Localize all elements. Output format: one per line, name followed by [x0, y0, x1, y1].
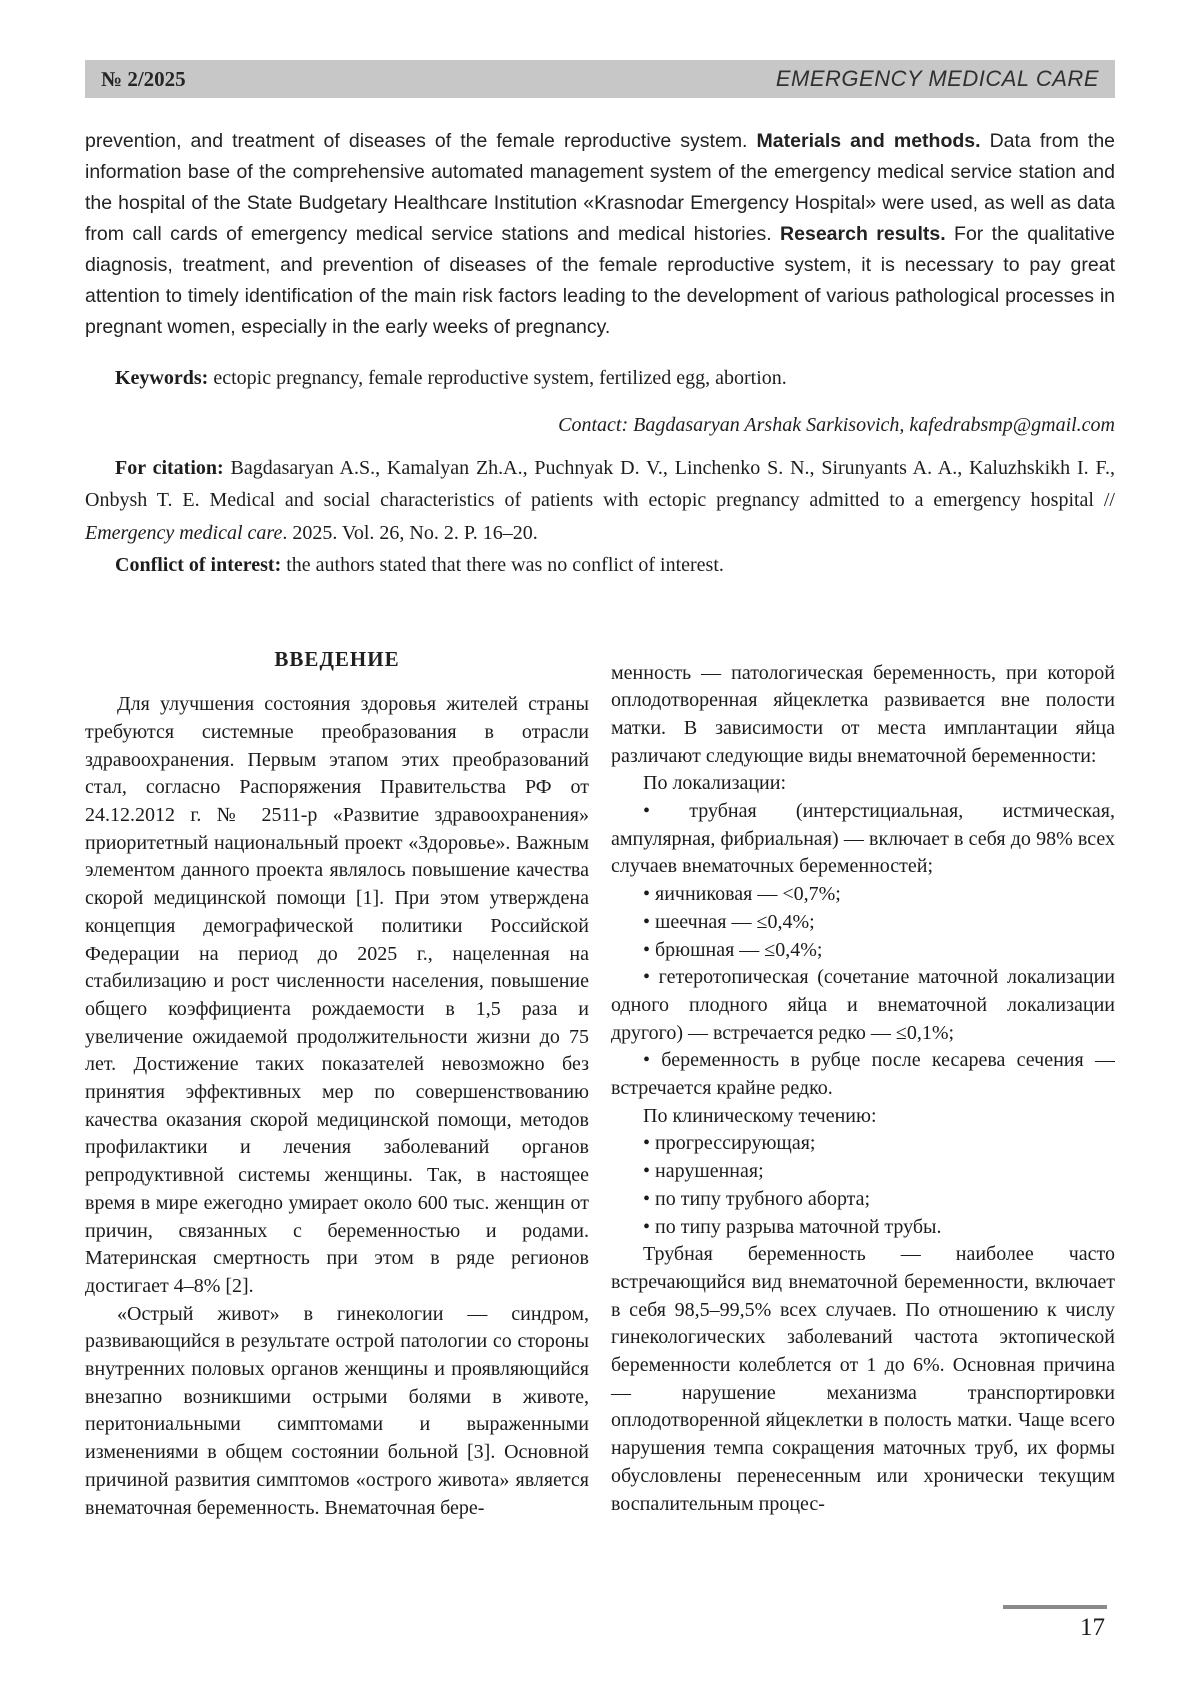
bullet-item: • прогрессирующая; [643, 1132, 816, 1155]
footer-rule [1003, 1605, 1107, 1609]
contact-text: Contact: Bagdasaryan Arshak Sarkisovich, kafedrabsmp@gmail.com [558, 413, 1115, 436]
abstract-paragraph [85, 126, 1115, 343]
bullet-item: • шеечная — ≤0,4%; [643, 910, 815, 933]
contact-line [85, 410, 1115, 440]
bullet-item: • беременность в рубце после кесарева сечения — встречается крайне редко. [611, 1049, 1115, 1100]
body-paragraph-continuation: менность — патологическая беременность, при которой оплодотворенная яйцеклетка развивается вне полости матки. В зависимости от места имплантации яйца различают следующие виды внематочной беременности: [611, 661, 1115, 767]
abstract-text-1: prevention, and treatment of diseases of the female reproductive system. [85, 130, 757, 152]
conflict-label: Conflict of interest: [115, 554, 282, 576]
citation-journal-name: Emergency medical care [85, 521, 283, 544]
research-results-label: Research results. [780, 223, 946, 245]
issue-number: № 2/2025 [101, 66, 186, 91]
materials-and-methods-label: Materials and methods. [756, 130, 981, 152]
body-paragraph: Для улучшения состояния здоровья жителей страны требуются системные преобразования в отрасли здравоохранения. Первым этапом этих преобразований стал, согласно Распоряжения Правительства РФ от 24.12.2012 г. № 2511-р «Развитие здравоохранения» приоритетный национальный проект «Здоровье». Важным элементом данного проекта являлось повышение качества скорой медицинской помощи [1]. При этом утверждена концепция демографической политики Российской Федерации на период до 2025 г., нацеленная на стабилизацию и рост численности населения, повышение общего коэффициента рождаемости в 1,5 раза и увеличение ожидаемой продолжительности жизни до 75 лет. Достижение таких показателей невозможно без принятия эффективных мер по совершенствованию качества оказания скорой медицинской помощи, методов профилактики и лечения заболеваний органов репродуктивной системы женщины. Так, в настоящее время в мире ежегодно умирает около 600 тыс. женщин от причин, связанных с беременностью и родами. Материнская смертность при этом в ряде регионов достигает 4–8% [2]. [85, 693, 589, 1297]
bullet-item: • яичниковая — <0,7%; [643, 883, 841, 906]
citation-tail: . 2025. Vol. 26, No. 2. P. 16–20. [282, 521, 538, 544]
conflict-text: the authors stated that there was no conflict of interest. [281, 554, 724, 576]
left-column [85, 646, 589, 1631]
bullet-item: • нарушенная; [643, 1160, 764, 1183]
bullet-item: • брюшная — ≤0,4%; [643, 938, 823, 961]
journal-title: EMERGENCY MEDICAL CARE [775, 66, 1099, 91]
two-column-body [85, 646, 1115, 1631]
abstract-text-3: For the qualitative diagnosis, treatment, and prevention of diseases of the female reproductive system, it is necessary to pay great attention to timely identification of the main risk factors leading to the development of various pathological processes in pregnant women, especially in the early weeks of pregnancy. [85, 223, 1116, 338]
bullet-item: • трубная (интерстициальная, истмическая, ампулярная, фибриальная) — включает в себя до 98% всех случаев внематочных беременностей; [611, 800, 1115, 878]
bullet-item: • по типу разрыва маточной трубы. [643, 1215, 942, 1238]
for-citation-label: For citation: [115, 456, 224, 479]
bullet-item: • по типу трубного аборта; [643, 1187, 871, 1210]
keywords-line [85, 363, 1115, 394]
subheading-clinical-course: По клиническому течению: [643, 1104, 877, 1127]
body-paragraph: «Острый живот» в гинекологии — синдром, развивающийся в результате острой патологии со стороны внутренних половых органов женщины и проявляющийся внезапно возникшими острыми болями в животе, перитониальными симптомами и выраженными изменениями в общем состоянии больной [3]. Основной причиной развития симптомов «острого живота» является внематочная беременность. Внематочная бере- [85, 1302, 589, 1519]
citation-authors-title: Bagdasaryan A.S., Kamalyan Zh.A., Puchnyak D. V., Linchenko S. N., Sirunyants A. A., Kaluzhskikh I. F., Onbysh T. E. Medical and social characteristics of patients with ectopic pregnancy admitted to a emergency hospital // [85, 456, 1116, 511]
conflict-of-interest-line [85, 549, 1115, 582]
right-column [611, 646, 1115, 1631]
section-heading-introduction: ВВЕДЕНИЕ [274, 646, 400, 671]
keywords-text: ectopic pregnancy, female reproductive system, fertilized egg, abortion. [208, 366, 787, 389]
bullet-item: • гетеротопическая (сочетание маточной локализации одного плодного яйца и внематочной локализации другого) — встречается редко — ≤0,1%; [611, 966, 1115, 1044]
page-content [0, 60, 1200, 1631]
page-header-band [85, 60, 1115, 98]
citation-paragraph [85, 452, 1115, 550]
page-number: 17 [1080, 1614, 1105, 1641]
body-paragraph: Трубная беременность — наиболее часто встречающийся вид внематочной беременности, включает в себя 98,5–99,5% всех случаев. По отношению к числу гинекологических заболеваний частота эктопической беременности колеблется от 1 до 6%. Основная причина — нарушение механизма транспортировки оплодотворенной яйцеклетки в полость матки. Чаще всего нарушения темпа сокращения маточных труб, их формы обусловлены перенесенным или хронически текущим воспалительным процес- [611, 1243, 1115, 1515]
abstract-text-2: Data from the information base of the comprehensive automated management system of the emergency medical service station and the hospital of the State Budgetary Healthcare Institution «Krasnodar Emergency Hospital» were used, as well as data from call cards of emergency medical service stations and medical histories. [85, 130, 1116, 245]
keywords-label: Keywords: [115, 366, 209, 389]
subheading-localization: По локализации: [643, 772, 787, 795]
